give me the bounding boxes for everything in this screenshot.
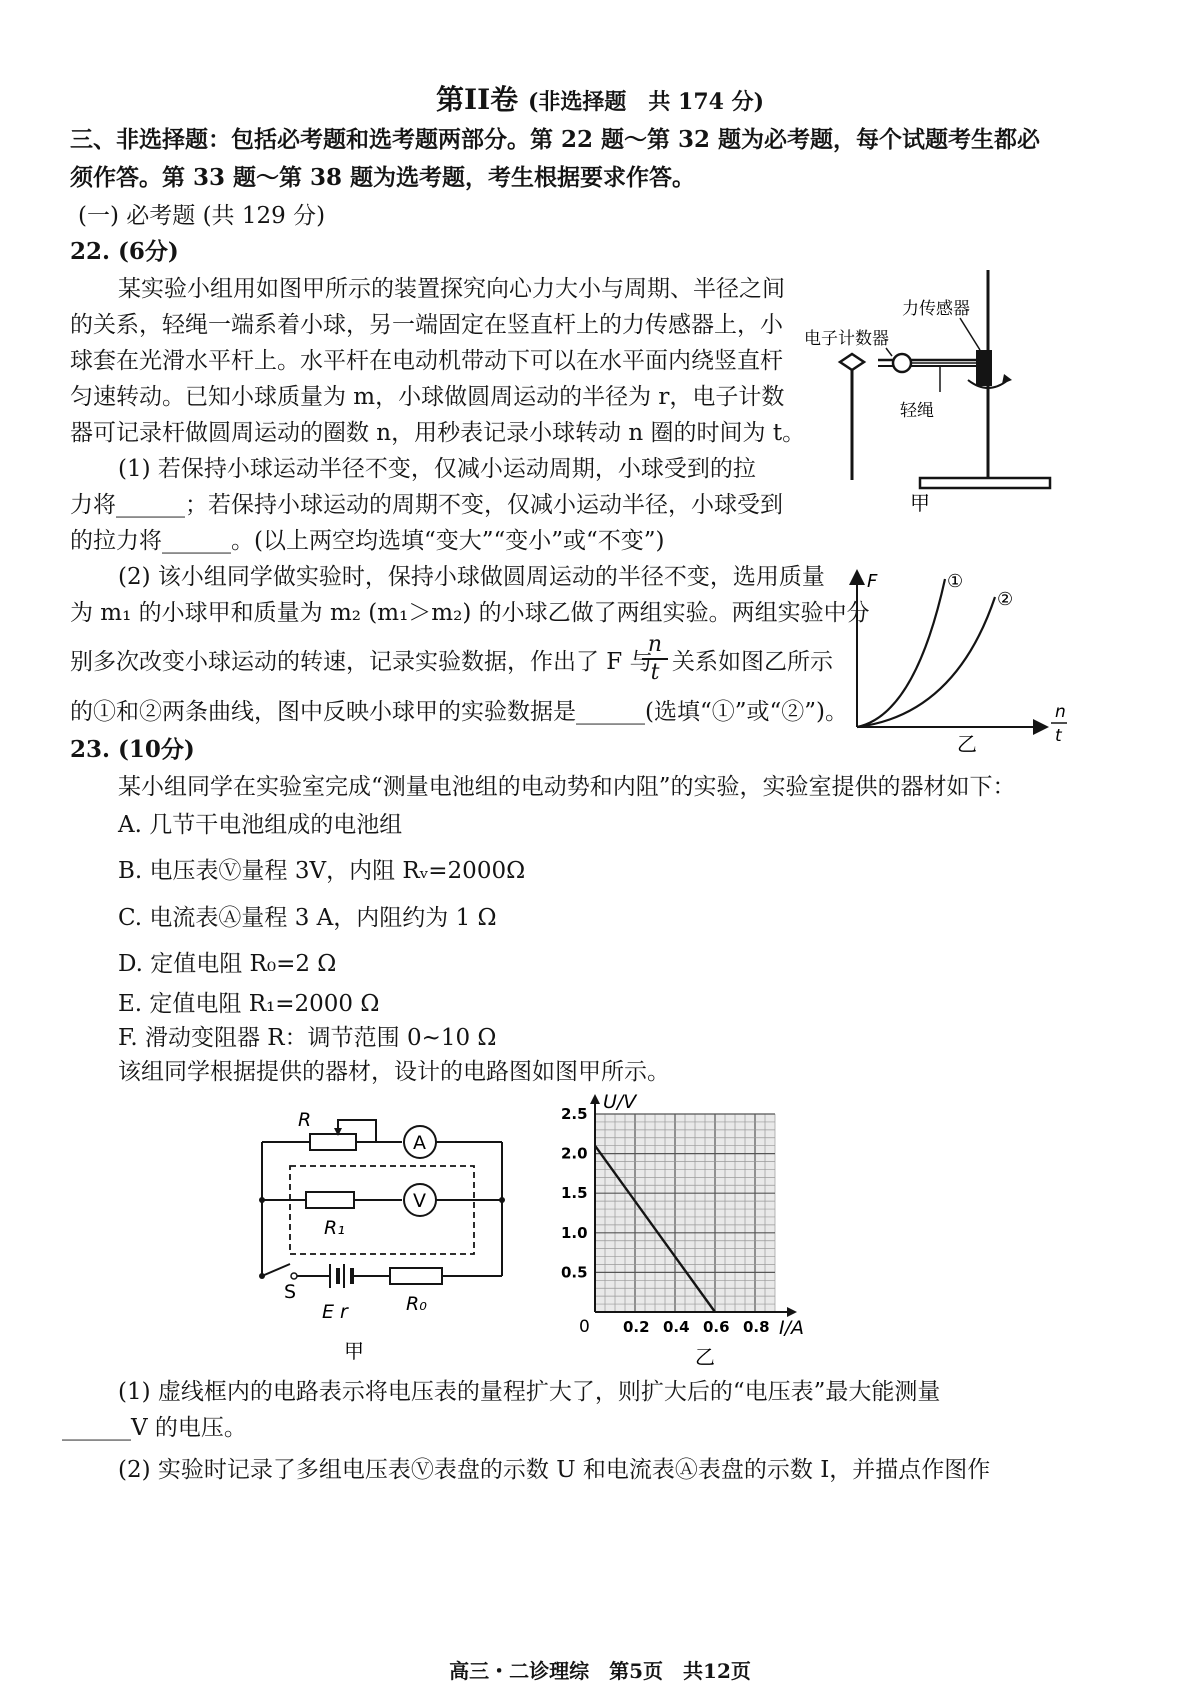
resistor-r0-symbol xyxy=(390,1268,442,1284)
force-curve-graph xyxy=(845,565,1105,785)
y-tick-label: 2.5 xyxy=(561,1105,588,1123)
resistor-r1-symbol xyxy=(306,1192,354,1208)
q22-q2-line-1: (2) 该小组同学做实验时，保持小球做圆周运动的半径不变，选用质量 xyxy=(118,564,825,590)
apparatus-diagram xyxy=(790,240,1110,520)
ui-chart xyxy=(555,1090,835,1370)
q23-q2-line-1: (2) 实验时记录了多组电压表Ⓥ表盘的示数 U 和电流表Ⓐ表盘的示数 I，并描点作图作 xyxy=(118,1457,991,1483)
y-tick-label: 2.0 xyxy=(561,1144,588,1163)
volume-title: 第II卷 xyxy=(435,83,519,116)
q22-line-4: 匀速转动。已知小球质量为 m，小球做圆周运动的半径为 r，电子计数 xyxy=(70,384,785,410)
x-axis-arrow xyxy=(787,1307,797,1317)
q22-q1-line-3: 的拉力将______。(以上两空均选填“变大”“变小”或“不变”) xyxy=(70,528,665,554)
chart-y-axis-label: U/V xyxy=(603,1091,637,1113)
rope-label: 轻绳 xyxy=(900,401,934,421)
rheostat-symbol xyxy=(310,1134,356,1150)
q22-q2-line-3: 别多次改变小球运动的转速，记录实验数据，作出了 F 与 xyxy=(70,649,653,675)
chart-origin-label: 0 xyxy=(579,1317,590,1337)
chart-caption: 乙 xyxy=(695,1345,715,1369)
graph-x-numerator: n xyxy=(1055,702,1066,722)
x-tick-label: 0.6 xyxy=(703,1318,730,1336)
section-intro-line-1: 三、非选择题：包括必考题和选考题两部分。第 22 题～第 32 题为必考题，每个试题考生都必 xyxy=(70,126,1041,153)
y-axis-arrow xyxy=(590,1094,600,1104)
q22-q2-line-2: 为 m₁ 的小球甲和质量为 m₂ (m₁＞m₂) 的小球乙做了两组实验。两组实验中分 xyxy=(70,600,870,626)
equipment-item-e: E. 定值电阻 R₁=2000 Ω xyxy=(118,991,380,1017)
resistor-r0-label: R₀ xyxy=(406,1293,427,1315)
q23-q1-line-1: (1) 虚线框内的电路表示将电压表的量程扩大了，则扩大后的“电压表”最大能测量 xyxy=(118,1379,941,1405)
equipment-item-c: C. 电流表Ⓐ量程 3 A，内阻约为 1 Ω xyxy=(118,905,497,931)
q23-intro: 某小组同学在实验室完成“测量电池组的电动势和内阻”的实验，实验室提供的器材如下： xyxy=(118,774,1016,800)
chart-x-axis-label: I/A xyxy=(779,1317,805,1339)
q22-line-5: 器可记录杆做圆周运动的圈数 n，用秒表记录小球转动 n 圈的时间为 t。 xyxy=(70,420,806,446)
section-title xyxy=(0,78,1200,118)
q23-q1-line-2: ______V 的电压。 xyxy=(62,1415,247,1441)
x-tick-label: 0.4 xyxy=(663,1318,690,1336)
force-sensor-label: 力传感器 xyxy=(902,299,970,319)
ammeter-label: A xyxy=(413,1132,426,1154)
required-part-heading: (一) 必考题 (共 129 分) xyxy=(78,203,326,229)
curve-1-label: ① xyxy=(947,571,964,592)
section-intro-line-2: 须作答。第 33 题～第 38 题为选考题，考生根据要求作答。 xyxy=(70,164,696,191)
figure-jia-caption: 甲 xyxy=(910,491,930,515)
y-tick-label: 1.0 xyxy=(561,1223,588,1242)
q22-q1-line-2: 力将______；若保持小球运动的周期不变，仅减小运动半径，小球受到 xyxy=(70,492,783,518)
graph-y-label: F xyxy=(867,571,878,592)
circuit-intro: 该组同学根据提供的器材，设计的电路图如图甲所示。 xyxy=(118,1059,670,1085)
counter-label: 电子计数器 xyxy=(804,329,889,349)
y-tick-label: 1.5 xyxy=(561,1184,588,1203)
x-tick-label: 0.8 xyxy=(743,1318,770,1336)
chart-grid xyxy=(595,1114,775,1312)
circuit-caption: 甲 xyxy=(344,1339,364,1363)
battery-label: E r xyxy=(322,1301,348,1323)
resistor-r1-label: R₁ xyxy=(324,1217,345,1239)
page-footer: 高三・二诊理综 第5页 共12页 xyxy=(449,1659,751,1683)
equipment-item-b: B. 电压表Ⓥ量程 3V，内阻 Rᵥ=2000Ω xyxy=(118,858,526,884)
curve-2 xyxy=(857,597,995,727)
y-tick-label: 0.5 xyxy=(561,1263,588,1282)
q23-number: 23. (10分) xyxy=(70,736,195,763)
q22-q1-line-1: (1) 若保持小球运动半径不变，仅减小运动周期，小球受到的拉 xyxy=(118,456,756,482)
figure-yi-caption: 乙 xyxy=(957,732,977,756)
curve-2-label: ② xyxy=(997,589,1014,610)
switch-symbol xyxy=(262,1264,290,1276)
voltmeter-label: V xyxy=(413,1190,426,1212)
curve-1 xyxy=(857,579,945,727)
q22-q2-line-3b: 关系如图乙所示 xyxy=(672,649,833,675)
equipment-item-a: A. 几节干电池组成的电池组 xyxy=(118,812,403,838)
q22-line-1: 某实验小组用如图甲所示的装置探究向心力大小与周期、半径之间 xyxy=(118,276,785,302)
circuit-diagram xyxy=(240,1100,540,1370)
voltmeter-extension-box xyxy=(290,1166,474,1254)
equipment-item-f: F. 滑动变阻器 R：调节范围 0~10 Ω xyxy=(118,1025,497,1051)
rheostat-label: R xyxy=(298,1109,312,1131)
q22-fraction-denominator: t xyxy=(642,658,668,686)
q22-q2-line-4: 的①和②两条曲线，图中反映小球甲的实验数据是______(选填“①”或“②”)。 xyxy=(70,699,848,725)
equipment-item-d: D. 定值电阻 R₀=2 Ω xyxy=(118,951,337,977)
q22-line-2: 的关系，轻绳一端系着小球，另一端固定在竖直杆上的力传感器上，小 xyxy=(70,312,783,338)
volume-subtitle: (非选择题 共 174 分) xyxy=(527,89,764,115)
q22-fraction xyxy=(642,632,668,686)
q22-fraction-numerator: n xyxy=(647,632,663,657)
q22-line-3: 球套在光滑水平杆上。水平杆在电动机带动下可以在水平面内绕竖直杆 xyxy=(70,348,783,374)
q22-number: 22. (6分) xyxy=(70,238,179,265)
graph-x-denominator: t xyxy=(1055,726,1062,746)
x-tick-label: 0.2 xyxy=(623,1318,650,1336)
switch-label: S xyxy=(284,1281,297,1303)
